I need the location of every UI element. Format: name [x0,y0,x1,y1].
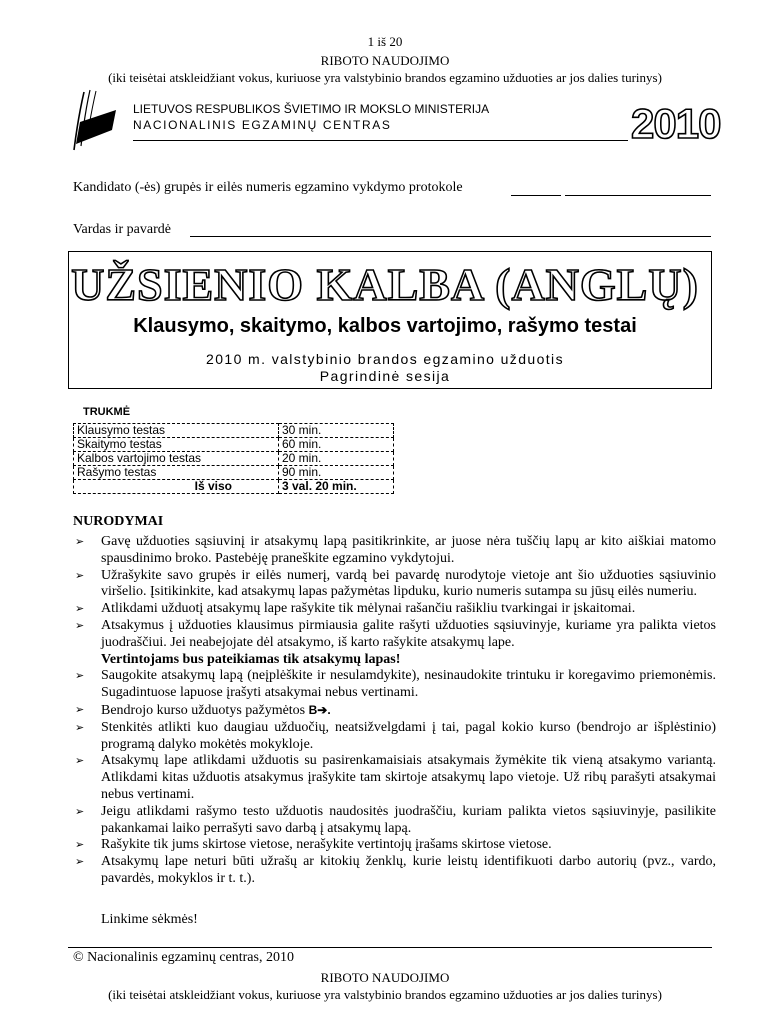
organization-name [133,101,489,133]
arrow-bullet-icon: ➢ [75,721,85,734]
exam-centre-name: NACIONALINIS EGZAMINŲ CENTRAS [133,118,392,132]
test-name: Rašymo testas [74,466,279,480]
duration-table [73,423,394,494]
copyright: © Nacionalinis egzaminų centras, 2010 [73,950,294,965]
arrow-bullet-icon: ➢ [75,569,85,582]
list-item [73,753,716,803]
year-mark: 2010 [631,100,721,147]
list-item [73,568,716,602]
table-row [74,438,394,452]
instructions-list [73,534,716,888]
list-item [73,601,716,618]
list-item [73,854,716,888]
test-name: Skaitymo testas [74,438,279,452]
arrow-bullet-icon: ➢ [75,839,85,852]
test-time: 30 min. [279,424,394,438]
instruction-text: Jeigu atlikdami rašymo testo užduotis naudositės juodraščiu, kuriam palikta vietos sąsiuvinyje, pasilikite pakankamai laiko perrašyti savo darbą į atsakymų lapą. [101,803,716,836]
instruction-text: Atsakymų lape neturi būti užrašų ar kitokių ženklų, kurie leistų identifikuoti darbo autorių (pvz., vardo, pavardės, mokyklos ir t. t.). [101,854,716,886]
table-row [74,466,394,480]
candidate-number-line[interactable] [565,195,711,196]
exam-description [0,351,770,385]
session-line: Pagrindinė sesija [319,368,451,384]
table-row [74,424,394,438]
list-item [73,720,716,754]
instruction-emphasis: Vertintojams bus pateikiamas tik atsakymų lapas! [101,651,401,667]
candidate-number-label: Kandidato (-ės) grupės ir eilės numeris egzamino vykdymo protokole [73,180,463,195]
arrow-bullet-icon: ➢ [75,536,85,548]
restricted-explanation: (iki teisėtai atskleidžiant vokus, kuriuose yra valstybinio brandos egzamino užduoties ar jos dalies turinys) [108,70,662,85]
nec-logo [72,88,118,152]
arrow-bullet-icon: ➢ [75,703,85,716]
page-number: 1 iš 20 [367,34,403,49]
list-item [73,534,716,568]
list-item [73,837,716,854]
full-name-field [73,222,171,238]
test-time: 90 min. [279,466,394,480]
restricted-notice: RIBOTO NAUDOJIMO [320,53,450,68]
total-row [74,480,394,494]
instruction-text: Rašykite tik jums skirtose vietose, nerašykite vertintojų įrašams skirtose vietose. [101,837,552,853]
instruction-text: Gavę užduoties sąsiuvinį ir atsakymų lapą pasitikrinkite, ar juose nėra tuščių lapų ar kito aiškiai matomo spausdinimo broko. Pastebėję praneškite egzamino vykdytojui. [101,534,716,566]
test-subtitle: Klausymo, skaitymo, kalbos vartojimo, rašymo testai [133,315,637,337]
footer-divider [68,947,712,948]
candidate-number-field [73,180,463,196]
instruction-text: Atsakymų lape atlikdami užduotis su pasirenkamaisiais atsakymais žymėkite tik vieną atsakymo variantą. Atlikdami kitas užduotis atsakymus įrašykite tam skirtoje atsakymų lapo vietoje. Už ribų parašyti atsakymai nebus vertinami. [101,753,716,802]
footer-restricted-explanation: (iki teisėtai atskleidžiant vokus, kuriuose yra valstybinio brandos egzamino užduoties ar jos dalies turinys) [108,987,662,1002]
total-label: Iš viso [74,480,279,494]
footer-restricted-notice: RIBOTO NAUDOJIMO [320,970,450,985]
instruction-text: Stenkitės atlikti kuo daugiau užduočių, neatsižvelgdami į tai, pagal kokio kurso (bendrojo ar išplėstinio) programą dalyko mokėtės mokykloje. [101,719,716,752]
test-time: 20 min. [279,452,394,466]
header-divider [133,140,628,141]
exam-line: 2010 m. valstybinio brandos egzamino užduotis [206,351,564,367]
arrow-bullet-icon: ➢ [75,805,85,818]
list-item [73,804,716,838]
total-value: 3 val. 20 min. [279,480,394,494]
ministry-name: LIETUVOS RESPUBLIKOS ŠVIETIMO IR MOKSLO MINISTERIJA [133,102,490,116]
full-name-line[interactable] [190,236,711,237]
arrow-bullet-icon: ➢ [75,603,85,616]
instruction-text: Atsakymus į užduoties klausimus pirmiausia galite rašyti užduoties sąsiuvinyje, kuriame yra palikta vietos juodraščiui. Jei neabejojate dėl atsakymo, iš karto rašykite atsakymų lape. [101,617,716,650]
subject-title: UŽSIENIO KALBA (ANGLŲ) [71,259,699,310]
instructions-heading: NURODYMAI [73,514,164,529]
instruction-text: Užrašykite savo grupės ir eilės numerį, vardą bei pavardę nurodytoje vietoje ant šio užduoties sąsiuvinio viršelio. Įsitikinkite, kad atsakymų lapas pažymėtas lipduku, kurio numeris sutampa su jūsų eilės numeriu. [101,567,716,600]
full-name-label: Vardas ir pavardė [73,222,171,237]
test-name: Kalbos vartojimo testas [74,452,279,466]
test-time: 60 min. [279,438,394,452]
table-row [74,452,394,466]
list-item [73,702,716,720]
arrow-bullet-icon: ➢ [75,670,85,683]
arrow-bullet-icon: ➢ [75,755,85,768]
instruction-text: Bendrojo kurso užduotys pažymėtos [101,702,306,718]
list-item [73,668,716,702]
instruction-text: Saugokite atsakymų lapą (neįplėškite ir nesulamdykite), nesinaudokite trintuku ir koregavimo priemonėmis. Sugadintuose lapuose įrašyti atsakymai nebus vertinami. [101,668,716,701]
list-item [73,618,716,668]
test-name: Klausymo testas [74,424,279,438]
good-luck-text: Linkime sėkmės! [101,912,198,927]
basic-course-badge: B➔. [308,702,331,717]
instruction-text: Atlikdami užduotį atsakymų lape rašykite tik mėlynai rašančiu rašikliu tvarkingai ir įskaitomai. [101,601,636,617]
arrow-bullet-icon: ➢ [75,856,85,869]
duration-label: TRUKMĖ [83,406,131,418]
arrow-bullet-icon: ➢ [75,619,85,632]
candidate-group-line[interactable] [511,195,561,196]
